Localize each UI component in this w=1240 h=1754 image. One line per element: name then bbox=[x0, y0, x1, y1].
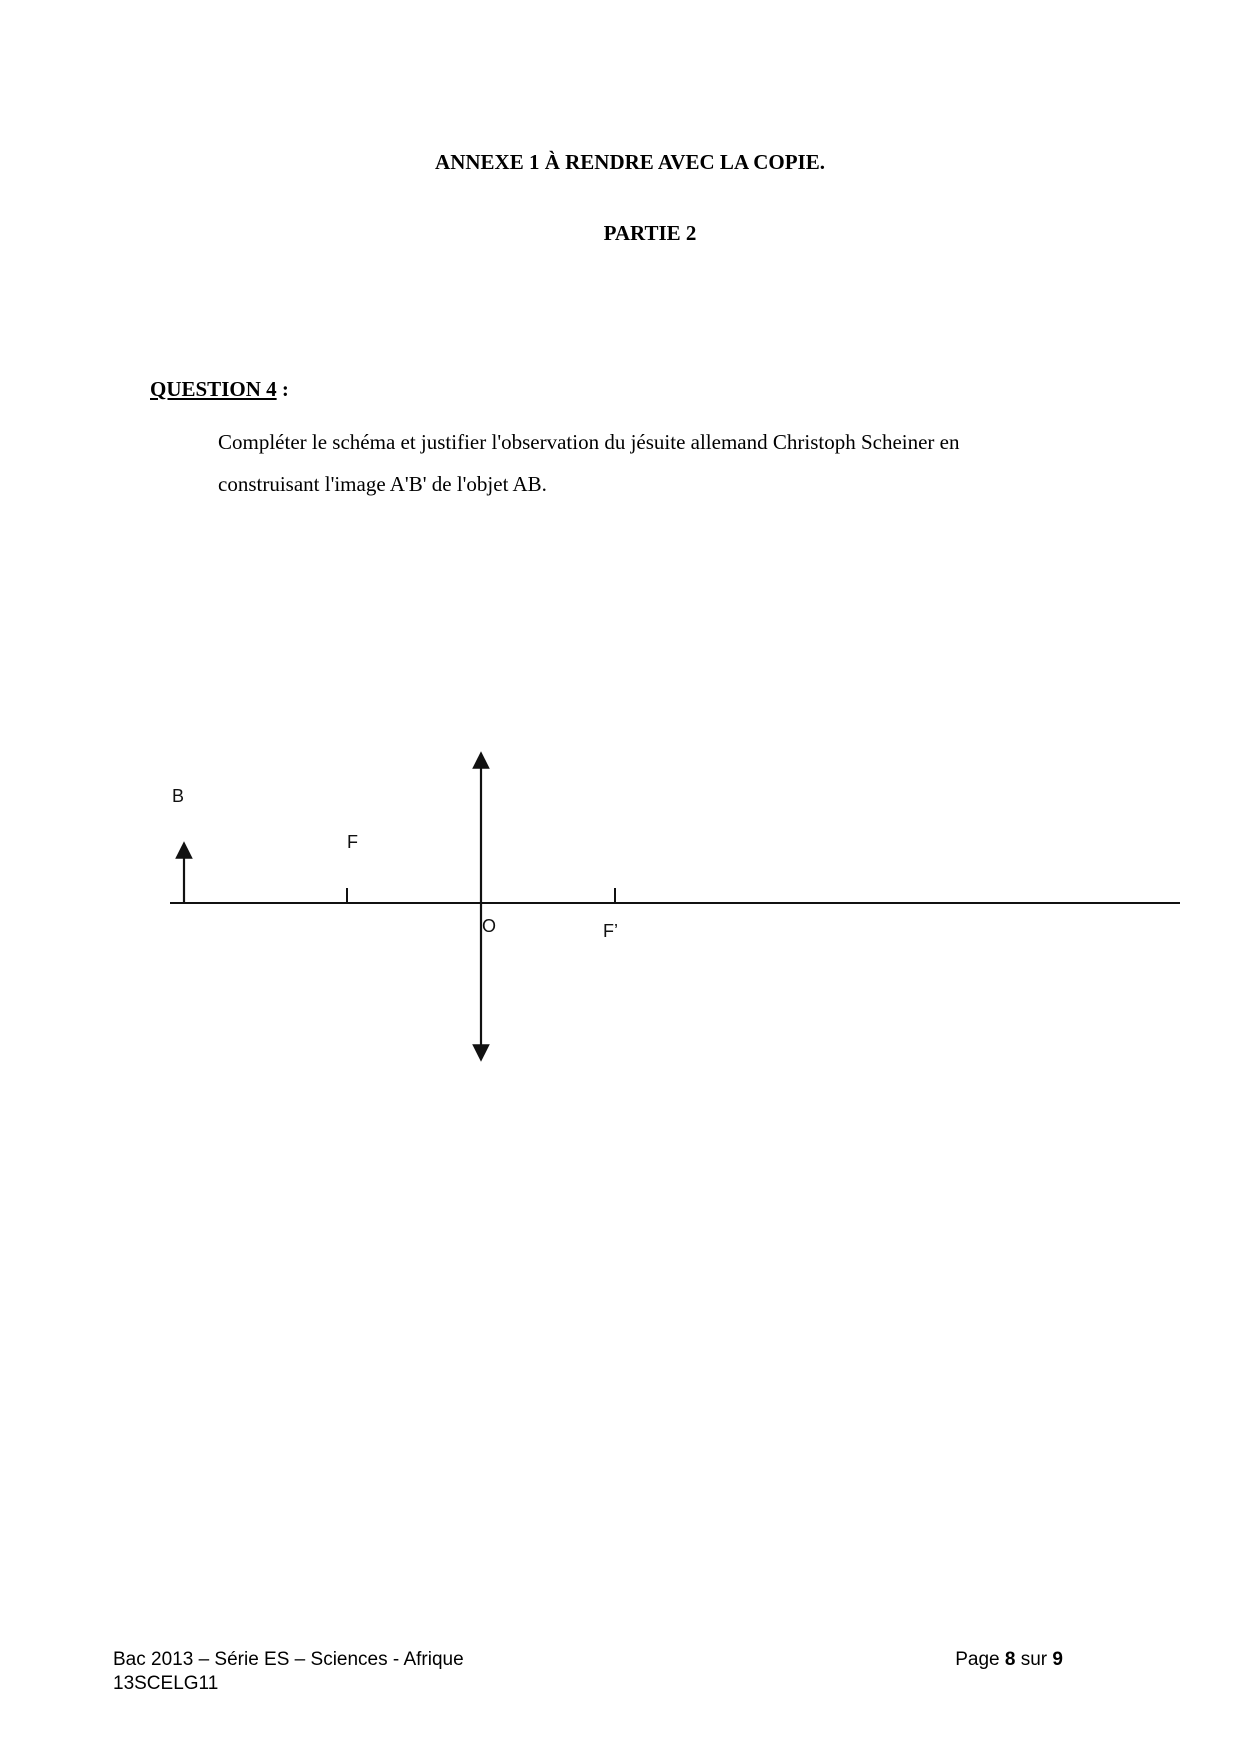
footer-left bbox=[113, 1648, 464, 1696]
instruction-line-1: Compléter le schéma et justifier l'observation du jésuite allemand Christoph Scheiner en bbox=[218, 430, 960, 454]
part-title: PARTIE 2 bbox=[603, 221, 697, 245]
page-separator: sur bbox=[1020, 1649, 1048, 1670]
question-label: QUESTION 4 bbox=[150, 377, 277, 401]
page-number bbox=[955, 1648, 1063, 1672]
label-b: B bbox=[172, 786, 185, 806]
label-f-prime: F’ bbox=[603, 921, 618, 941]
instruction-line-2: construisant l'image A'B' de l'objet AB. bbox=[218, 472, 547, 496]
page-total: 9 bbox=[1052, 1649, 1063, 1670]
annex-title: ANNEXE 1 À RENDRE AVEC LA COPIE. bbox=[435, 150, 825, 174]
footer-exam-line: Bac 2013 – Série ES – Sciences - Afrique bbox=[113, 1649, 464, 1670]
footer-code: 13SCELG11 bbox=[113, 1673, 219, 1694]
label-o: O bbox=[482, 916, 497, 936]
label-f: F bbox=[347, 832, 358, 852]
page-word: Page bbox=[955, 1649, 1000, 1670]
page-current: 8 bbox=[1004, 1649, 1016, 1670]
question-label-suffix: : bbox=[276, 377, 289, 401]
